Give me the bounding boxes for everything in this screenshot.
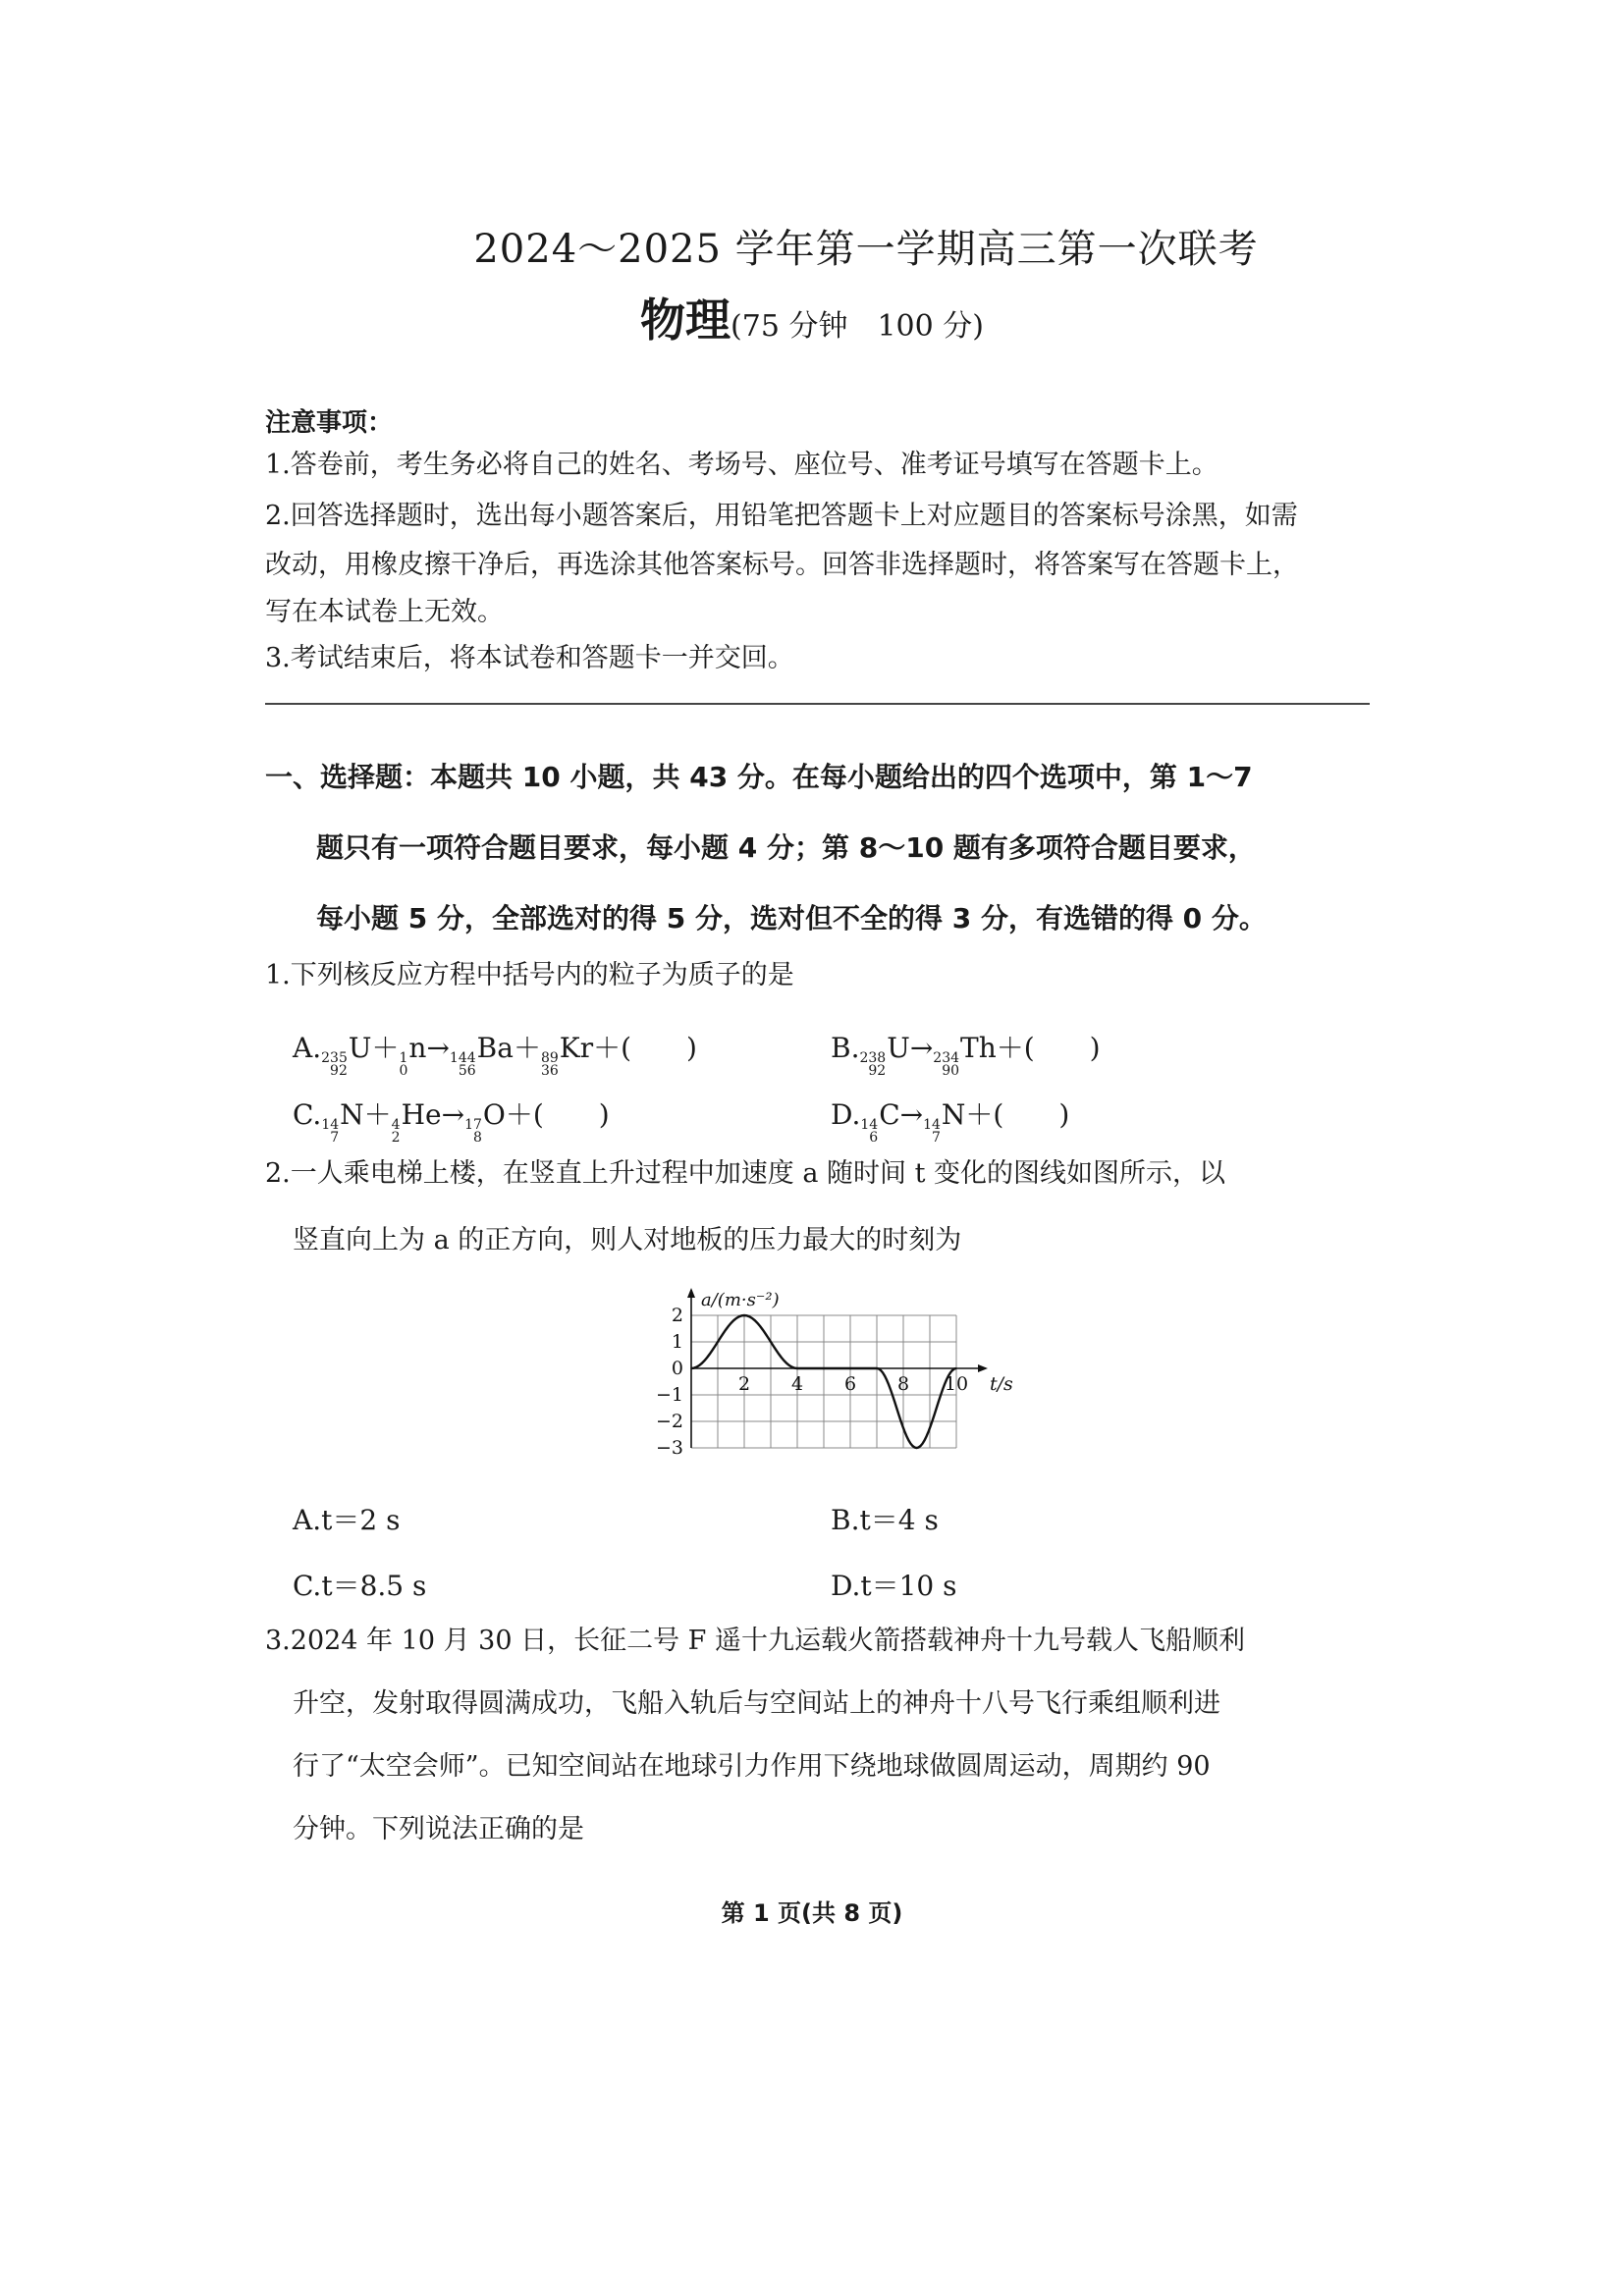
x-axis-label: t/s — [990, 1373, 1013, 1395]
data-point — [796, 1367, 798, 1369]
y-tick-label: 0 — [671, 1358, 683, 1379]
section1-line-1: 一、选择题：本题共 10 小题，共 43 分。在每小题给出的四个选项中，第 1～7 — [265, 761, 1253, 793]
notice-heading: 注意事项： — [265, 408, 394, 438]
q2-option-a: A.t＝2 s — [293, 1504, 401, 1536]
q3-line-1: 3.2024 年 10 月 30 日，长征二号 F 遥十九运载火箭搭载神舟十九号载人飞船顺利 — [265, 1626, 1245, 1656]
section1-line-2: 题只有一项符合题目要求，每小题 4 分；第 8～10 题有多项符合题目要求， — [316, 831, 1256, 864]
x-tick-label: 2 — [737, 1373, 751, 1395]
q1-option-c: C. 14 7 N＋ 4 2 He→ 17 8 O＋( ) — [293, 1098, 610, 1146]
x-tick-label: 6 — [843, 1373, 857, 1395]
x-tick-label: 4 — [790, 1373, 804, 1395]
q2-option-d: D.t＝10 s — [831, 1570, 957, 1602]
y-axis-label: a/(m·s⁻²) — [701, 1290, 780, 1310]
data-point — [743, 1314, 745, 1316]
notice-line-5: 3.考试结束后，将本试卷和答题卡一并交回。 — [265, 643, 794, 673]
data-point — [955, 1367, 957, 1369]
y-tick-label: 1 — [671, 1331, 683, 1353]
notice-line-1: 1.答卷前，考生务必将自己的姓名、考场号、座位号、准考证号填写在答题卡上。 — [265, 450, 1218, 480]
a-t-chart — [628, 1281, 1021, 1477]
q2-option-c: C.t＝8.5 s — [293, 1570, 427, 1602]
q1-option-a: A. 235 92 U＋ 1 0 n→ 144 56 Ba＋ 89 36 Kr＋( ) — [293, 1032, 697, 1079]
subject-name: 物理 — [640, 294, 731, 347]
data-point — [876, 1367, 878, 1369]
q3-line-2: 升空，发射取得圆满成功，飞船入轨后与空间站上的神舟十八号飞行乘组顺利进 — [293, 1688, 1220, 1719]
exam-title: 2024～2025 学年第一学期高三第一次联考 — [473, 227, 1259, 272]
y-axis-arrow — [687, 1288, 695, 1298]
x-tick-label: 8 — [896, 1373, 910, 1395]
q1-option-b: B. 238 92 U→ 234 90 Th＋( ) — [831, 1032, 1101, 1079]
q1-option-d: D. 14 6 C→ 14 7 N＋( ) — [831, 1098, 1070, 1146]
y-tick-label: −2 — [655, 1411, 683, 1432]
y-tick-label: −1 — [655, 1384, 683, 1406]
page-footer: 第 1 页(共 8 页) — [721, 1899, 903, 1927]
divider — [265, 703, 1370, 705]
q2-stem-1: 2.一人乘电梯上楼，在竖直上升过程中加速度 a 随时间 t 变化的图线如图所示，以 — [265, 1158, 1226, 1189]
q1-stem: 1.下列核反应方程中括号内的粒子为质子的是 — [265, 960, 794, 990]
q3-line-4: 分钟。下列说法正确的是 — [293, 1814, 584, 1844]
data-point — [916, 1447, 918, 1449]
x-axis-arrow — [978, 1364, 988, 1372]
subject-meta: (75 分钟 100 分) — [731, 309, 984, 344]
x-tick-label: 10 — [944, 1373, 969, 1395]
exam-subject-line — [0, 285, 1624, 349]
notice-line-4: 写在本试卷上无效。 — [265, 597, 504, 627]
y-tick-label: −3 — [655, 1437, 683, 1459]
notice-line-3: 改动，用橡皮擦干净后，再选涂其他答案标号。回答非选择题时，将答案写在答题卡上， — [265, 550, 1299, 580]
section1-line-3: 每小题 5 分，全部选对的得 5 分，选对但不全的得 3 分，有选错的得 0 分。 — [316, 902, 1267, 934]
q3-line-3: 行了“太空会师”。已知空间站在地球引力作用下绕地球做圆周运动，周期约 90 — [293, 1751, 1211, 1782]
y-tick-label: 2 — [671, 1305, 683, 1326]
q2-option-b: B.t＝4 s — [831, 1504, 939, 1536]
data-point — [690, 1367, 692, 1369]
notice-line-2: 2.回答选择题时，选出每小题答案后，用铅笔把答题卡上对应题目的答案标号涂黑，如需 — [265, 501, 1298, 531]
q2-stem-2: 竖直向上为 a 的正方向，则人对地板的压力最大的时刻为 — [293, 1225, 962, 1255]
